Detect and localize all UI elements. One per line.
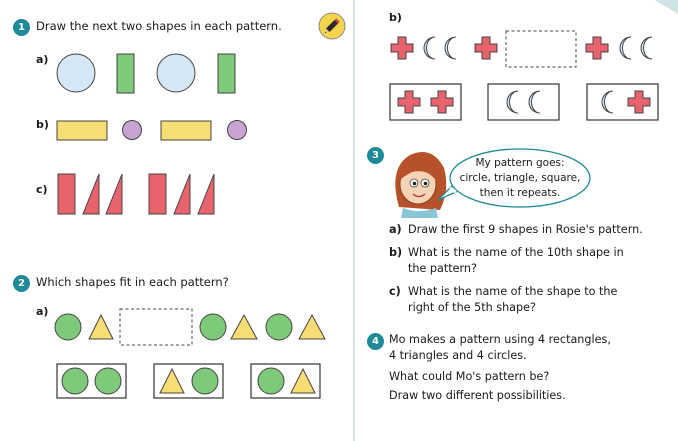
question-2-number: 2 — [13, 275, 30, 292]
q3b-text — [408, 245, 624, 277]
q4-line-2: 4 triangles and 4 circles. — [389, 349, 527, 362]
q2b-label: b) — [389, 11, 402, 24]
q3b-line-1: What is the name of the 10th shape in — [408, 246, 624, 259]
q3c-text — [408, 284, 617, 316]
q1a-label: a) — [36, 53, 49, 66]
q3c-label: c) — [389, 285, 401, 298]
q3c-line-1: What is the name of the shape to the — [408, 285, 618, 298]
q4-line-3: What could Mo's pattern be? — [389, 370, 550, 383]
q4-line-1: Mo makes a pattern using 4 rectangles, — [389, 333, 611, 346]
speech-bubble-text — [454, 156, 586, 201]
q3b — [389, 245, 402, 261]
speech-line-3: then it repeats. — [479, 187, 561, 199]
question-1-number: 1 — [13, 19, 30, 36]
q1b-label: b) — [36, 118, 49, 131]
q2a-label: a) — [36, 305, 49, 318]
q2b-option-2 — [488, 84, 559, 120]
q2b-option-1 — [390, 84, 461, 120]
q3b-label: b) — [389, 246, 403, 259]
q3c — [389, 284, 401, 300]
q1c-label: c) — [36, 183, 48, 196]
q3a-text: Draw the first 9 shapes in Rosie's pattern. — [408, 223, 643, 236]
speech-line-2: circle, triangle, square, — [459, 172, 581, 184]
rosie-character — [395, 152, 446, 218]
speech-line-1: My pattern goes: — [475, 157, 565, 169]
q3a — [389, 222, 402, 238]
q2b-blank-box — [506, 31, 576, 67]
q2b-option-3 — [587, 84, 658, 120]
page-corner — [655, 0, 678, 14]
q3c-line-2: right of the 5th shape? — [408, 301, 536, 314]
q3a-label: a) — [389, 223, 402, 236]
question-2-text: Which shapes fit in each pattern? — [36, 275, 229, 289]
question-1-text: Draw the next two shapes in each pattern. — [36, 19, 282, 33]
q4-text — [389, 332, 611, 364]
question-4-number: 4 — [367, 333, 384, 350]
q3b-line-2: the pattern? — [408, 262, 477, 275]
q4-line-4: Draw two different possibilities. — [389, 389, 566, 402]
question-3-number: 3 — [367, 147, 384, 164]
